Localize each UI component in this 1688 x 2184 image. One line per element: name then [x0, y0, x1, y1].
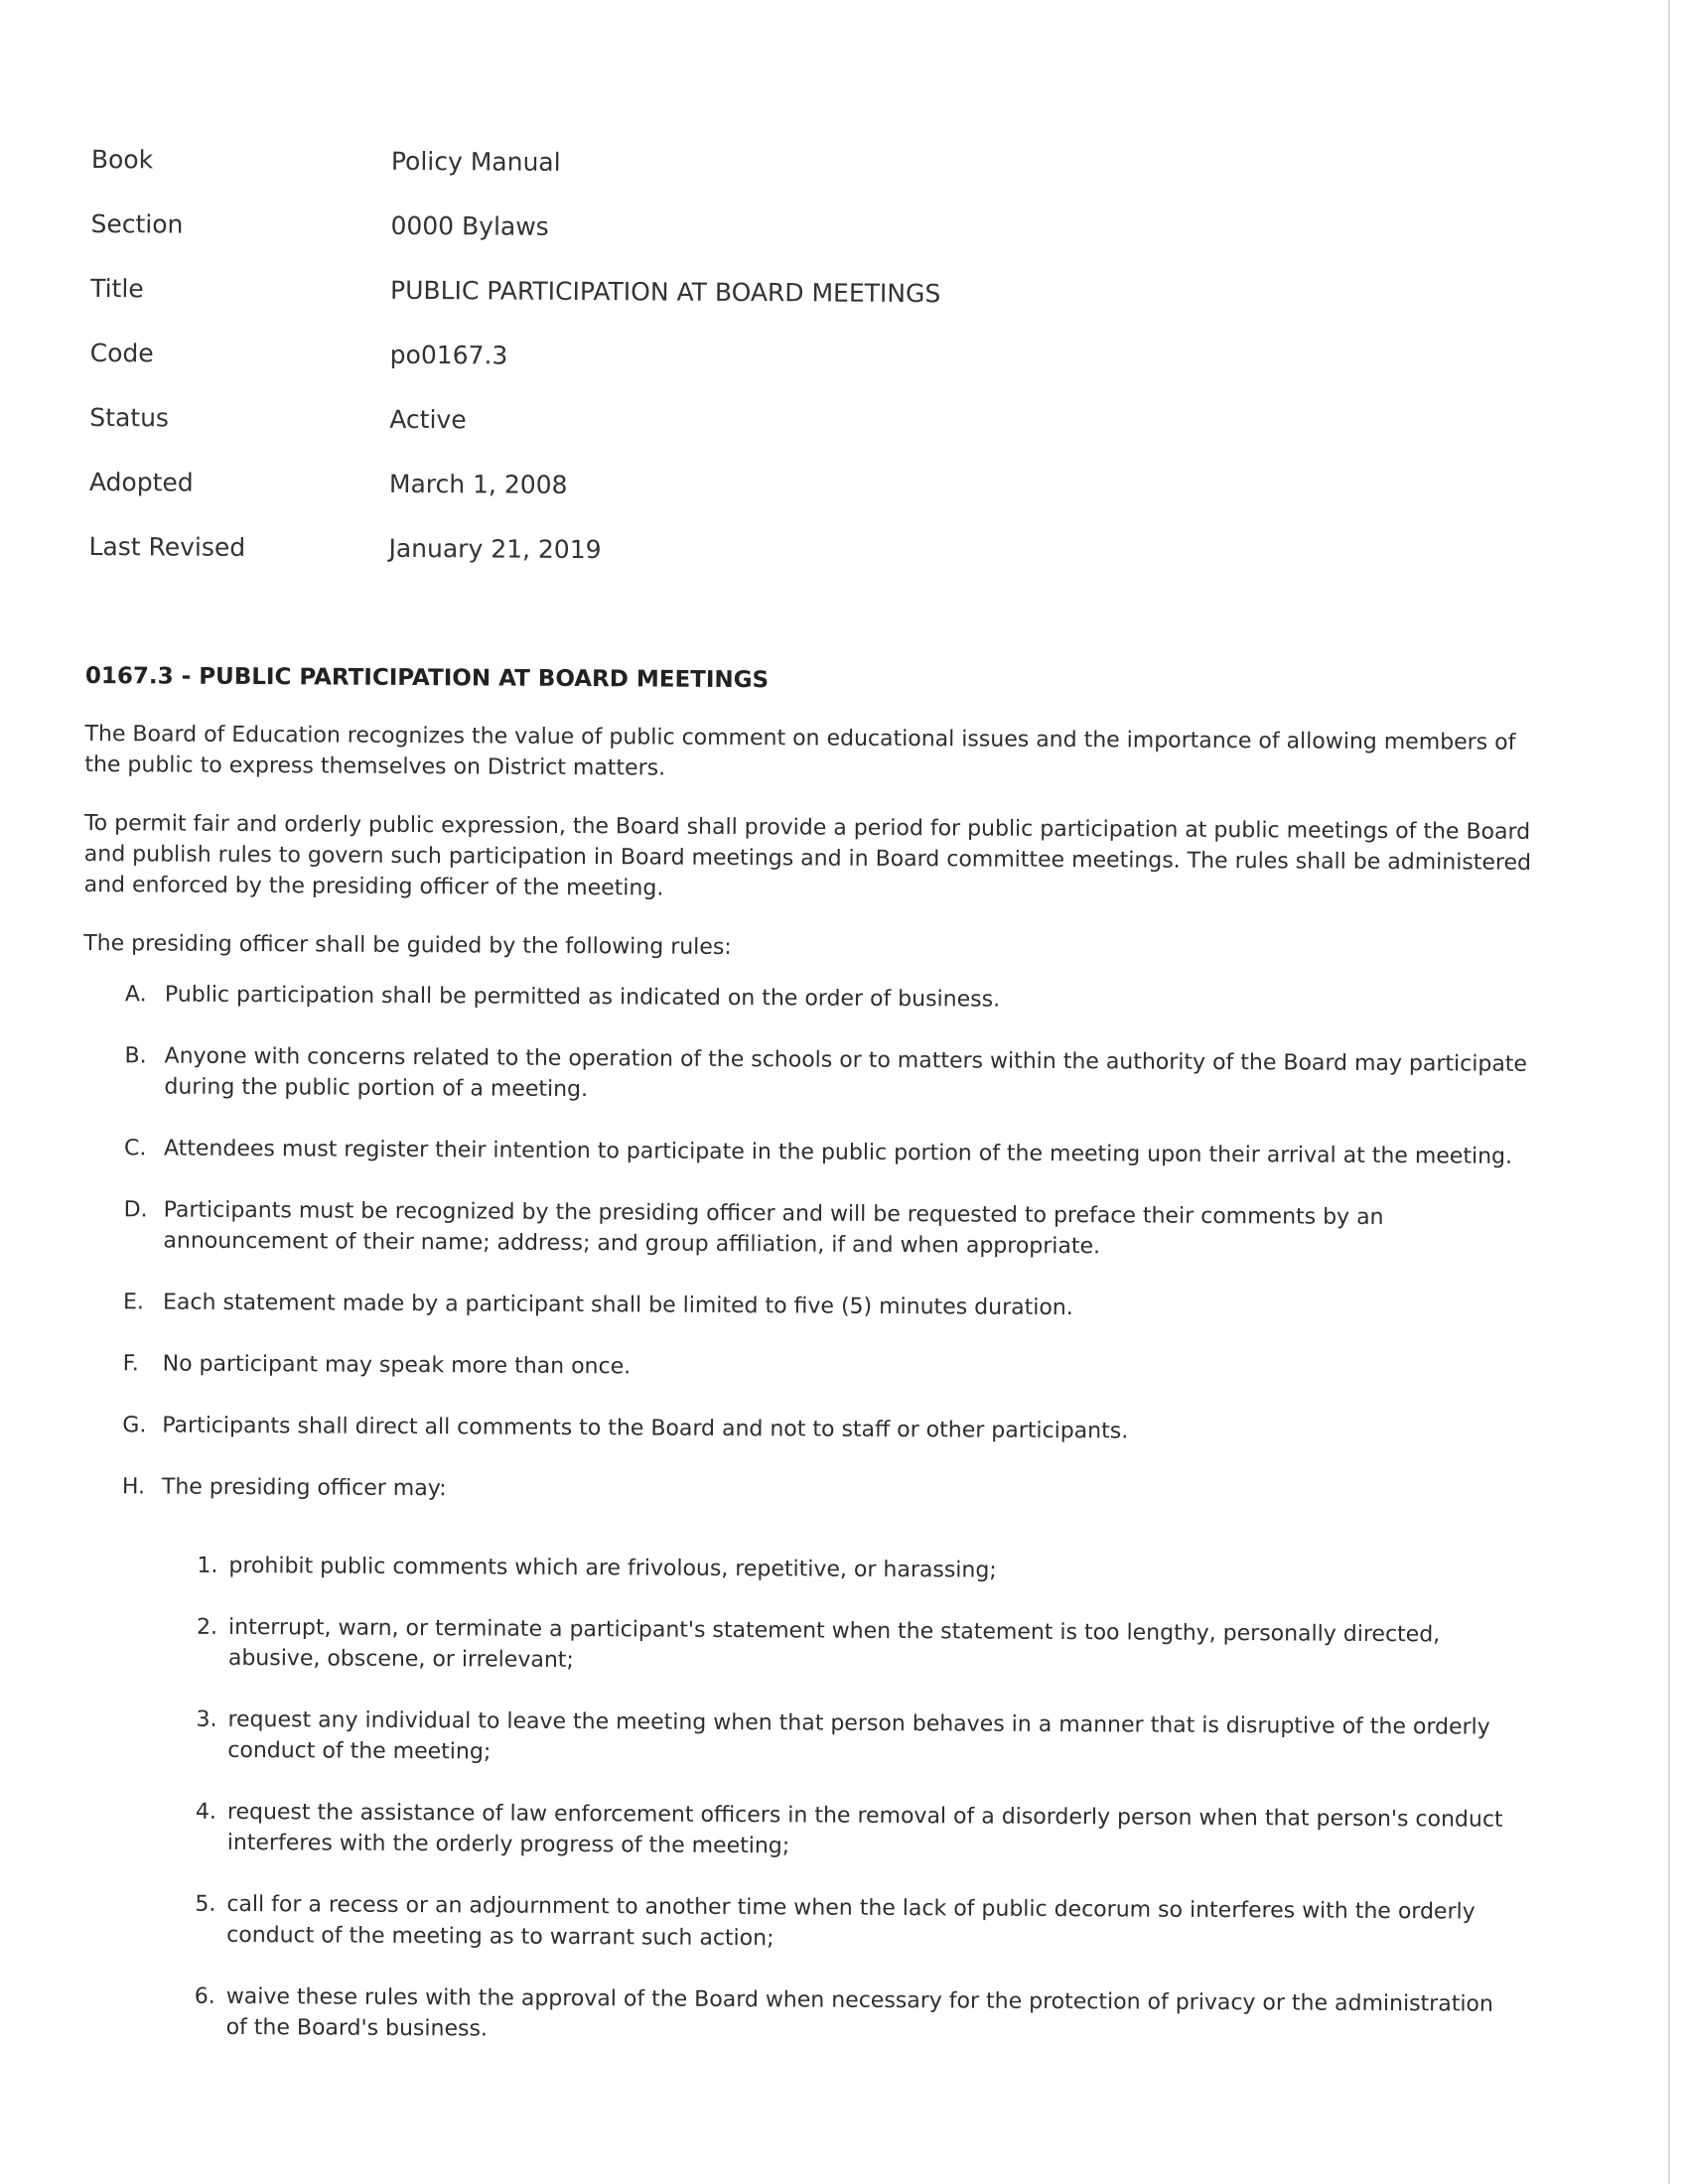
rule-marker: D.: [123, 1197, 148, 1223]
metadata-row-section: [90, 209, 1183, 281]
subrule-marker: 1.: [197, 1553, 218, 1578]
rules-intro: The presiding officer shall be guided by the following rules:: [83, 930, 732, 960]
rule-item: [83, 979, 1553, 1019]
subrule-item: [77, 1980, 1547, 2051]
rule-text: The presiding officer may:: [161, 1474, 447, 1502]
metadata-value: PUBLIC PARTICIPATION AT BOARD MEETINGS: [390, 275, 941, 309]
subrule-text: waive these rules with the approval of the Board when necessary for the protection of privacy or the administration of the Board's business.: [225, 1983, 1493, 2042]
rule-marker: G.: [122, 1413, 147, 1438]
metadata-row-code: [89, 339, 1182, 410]
metadata-row-title: [90, 274, 1183, 345]
metadata-label: Code: [89, 338, 154, 368]
metadata-label: Book: [90, 145, 154, 175]
metadata-label: Status: [89, 402, 170, 433]
rule-marker: E.: [122, 1290, 145, 1315]
subrule-text: request the assistance of law enforcement officers in the removal of a disorderly person when that person's conduct interferes with the orderly progress of the meeting;: [226, 1799, 1503, 1859]
subrule-marker: 4.: [195, 1799, 217, 1825]
metadata-value: Active: [389, 404, 467, 435]
officer-powers-list: [77, 1550, 1550, 2051]
subrule-item: [77, 1888, 1547, 1959]
subrule-item: [78, 1796, 1548, 1866]
metadata-row-status: [89, 403, 1182, 475]
rule-text: Anyone with concerns related to the operation of the schools or to matters within the authority of the Board may participate during the public portion of a meeting.: [164, 1043, 1528, 1103]
rule-item: [81, 1194, 1551, 1265]
rule-text: Attendees must register their intention to participate in the public portion of the meeting upon their arrival at the meeting.: [163, 1136, 1513, 1169]
metadata-label: Last Revised: [88, 531, 246, 562]
rule-text: Each statement made by a participant shall be limited to five (5) minutes duration.: [162, 1290, 1073, 1321]
metadata-label: Title: [90, 273, 144, 304]
rule-item: [81, 1287, 1551, 1326]
subrule-item: [79, 1550, 1549, 1589]
rule-text: Public participation shall be permitted as indicated on the order of business.: [164, 982, 1001, 1013]
subrule-text: interrupt, warn, or terminate a participant's statement when the statement is too lengthy, personally directed, abusive, obscene, or irrelevant;: [227, 1614, 1441, 1674]
rule-marker: F.: [122, 1351, 139, 1377]
page-edge: [1668, 0, 1670, 2184]
paragraph-purpose: To permit fair and orderly public expression, the Board shall provide a period for public participation at public meetings of the Board and publish rules to govern such participation in Board meetings and in Board committee meetings. The rules shall be administered and enforced by the presiding officer of the meeting.: [83, 810, 1532, 901]
metadata-value: 0000 Bylaws: [390, 210, 549, 241]
rule-marker: B.: [124, 1043, 147, 1069]
rule-text: Participants shall direct all comments to the Board and not to staff or other participants.: [162, 1413, 1129, 1444]
policy-code: 0167.3 -: [84, 663, 200, 690]
metadata-label: Adopted: [88, 467, 194, 497]
policy-metadata: [88, 145, 1184, 604]
subrule-text: prohibit public comments which are frivolous, repetitive, or harassing;: [228, 1553, 997, 1583]
subrule-item: [78, 1704, 1548, 1774]
metadata-row-book: [91, 145, 1184, 216]
rule-text: Participants must be recognized by the presiding officer and will be requested to preface their comments by an announcement of their name; address; and group affiliation, if and when appropriate.: [163, 1197, 1384, 1260]
rule-item: [80, 1410, 1550, 1449]
rule-marker: H.: [121, 1474, 146, 1500]
paragraph-intro: The Board of Education recognizes the value of public comment on educational issues and the importance of allowing members of the public to express themselves on District matters.: [84, 721, 1516, 781]
metadata-value: March 1, 2008: [388, 469, 568, 499]
rule-item: [80, 1471, 1550, 1511]
metadata-label: Section: [90, 208, 184, 239]
subrule-marker: 3.: [196, 1706, 217, 1732]
metadata-row-last-revised: [88, 532, 1181, 604]
rule-item: [82, 1133, 1552, 1172]
rules-list: [80, 979, 1553, 1511]
policy-title: PUBLIC PARTICIPATION AT BOARD MEETINGS: [199, 663, 770, 694]
subrule-item: [79, 1611, 1549, 1682]
subrule-marker: 2.: [196, 1614, 218, 1640]
rule-item: [82, 1040, 1552, 1111]
subrule-marker: 5.: [195, 1891, 216, 1917]
rule-marker: C.: [123, 1136, 147, 1161]
rule-marker: A.: [124, 982, 147, 1008]
metadata-row-adopted: [89, 468, 1182, 539]
metadata-value: po0167.3: [389, 340, 508, 370]
policy-heading: [85, 663, 1555, 698]
metadata-value: January 21, 2019: [388, 533, 602, 565]
rule-item: [81, 1348, 1551, 1388]
rule-text: No participant may speak more than once.: [162, 1351, 632, 1380]
subrule-text: call for a recess or an adjournment to another time when the lack of public decorum so interferes with the orderly conduct of the meeting as to warrant such action;: [226, 1891, 1476, 1952]
policy-body: [76, 663, 1555, 2082]
subrule-text: request any individual to leave the meeting when that person behaves in a manner that is disruptive of the orderly conduct of the meeting;: [227, 1706, 1490, 1765]
metadata-value: Policy Manual: [390, 146, 561, 177]
subrule-marker: 6.: [194, 1983, 215, 2009]
